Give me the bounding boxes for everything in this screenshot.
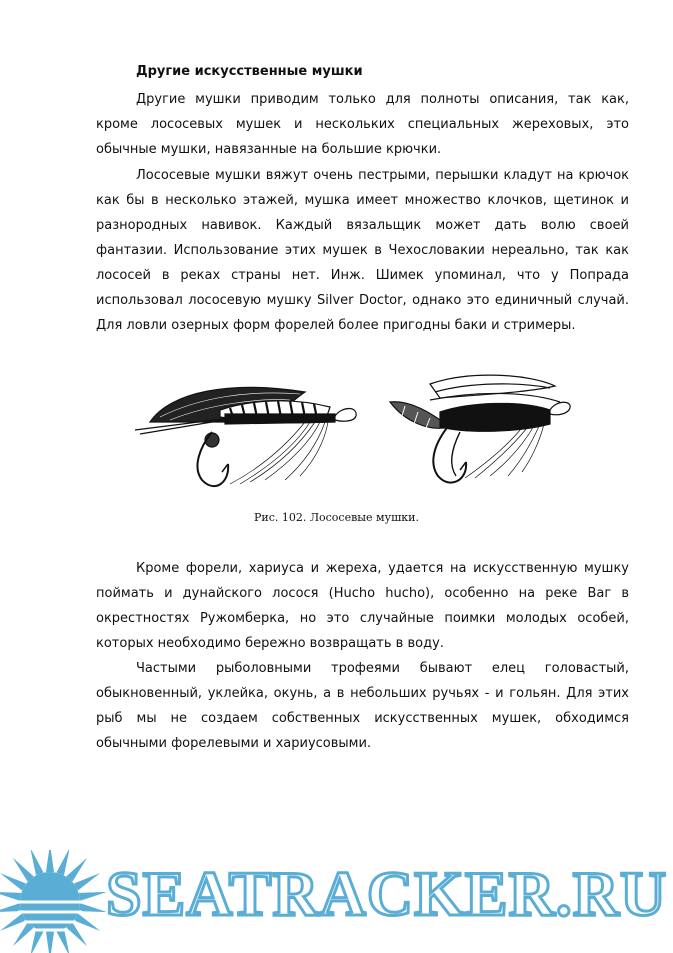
paragraph-4: Частыми рыболовными трофеями бывают елец головастый, обыкновенный, уклейка, окунь, а в небольших ручьях - и гольян. Для этих рыб мы не создаем собственных искусственных мушек, обходимся обычными форелевыми и хариусовыми. [96, 661, 629, 751]
paragraph-2: Лососевые мушки вяжут очень пестрыми, перышки кладут на крючок как бы в несколько этажей, мушка имеет множество клочков, щетинок и разнородных навивок. Каждый вязальщик может дать волю своей фантазии. Использование этих мушек в Чехословакии нереально, так как лососей в реках страны нет. Инж. Шимек упоминал, что у Попрада использовал лососевую мушку Silver Doctor, однако это единичный случай. Для ловли озерных форм форелей более пригодны баки и стримеры. [96, 168, 629, 333]
section-heading: Другие искусственные мушки [136, 64, 363, 79]
paragraph-1: Другие мушки приводим только для полноты описания, так как, кроме лососевых мушек и нескольких специальных жереховых, это обычные мушки, навязанные на большие крючки. [96, 92, 629, 157]
salmon-flies-illustration [130, 372, 590, 497]
salmon-fly-right [390, 375, 570, 482]
paragraph-3: Кроме форели, хариуса и жереха, удается на искусственную мушку поймать и дунайского лосося (Hucho hucho), особенно на реке Ваг в окрестностях Ружомберка, но это случайные поимки молодых особей, которых необходимо бережно возвращать в воду. [96, 561, 629, 651]
salmon-fly-left [135, 387, 356, 486]
watermark-text: SEATRACKER.RU [106, 858, 668, 929]
figure-caption: Рис. 102. Лососевые мушки. [253, 511, 420, 524]
